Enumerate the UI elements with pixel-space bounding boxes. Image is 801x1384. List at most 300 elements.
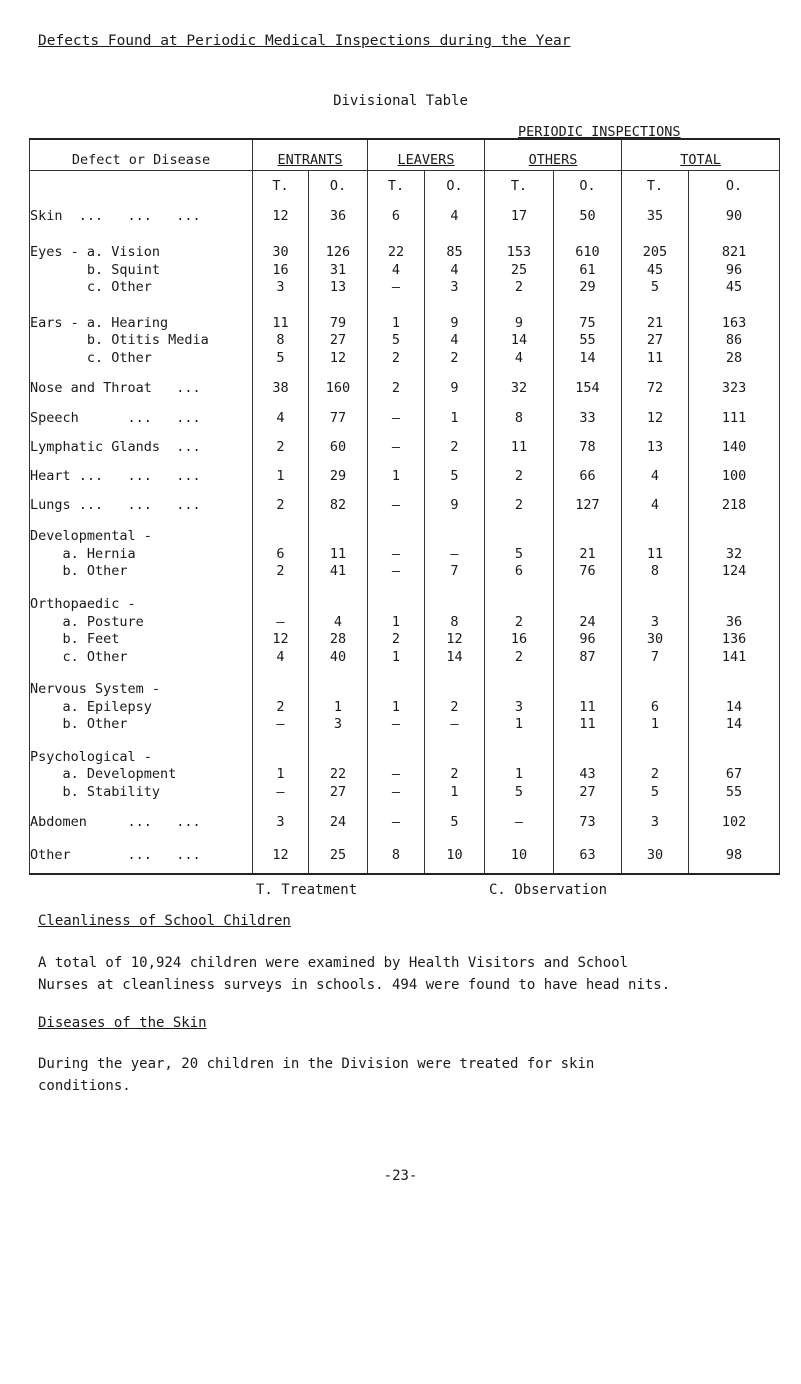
value <box>554 749 621 767</box>
value-cell <box>554 808 622 838</box>
value: 55 <box>579 332 596 349</box>
value-cell <box>689 374 780 404</box>
value: 31 <box>329 261 347 278</box>
row-label <box>30 673 253 742</box>
row-label-line: Skin ... ... ... <box>30 208 201 225</box>
value: 12 <box>272 208 289 225</box>
value: 14 <box>725 698 743 715</box>
row-label-line: Nervous System - <box>30 681 161 698</box>
table-row <box>30 589 780 673</box>
value: 9 <box>450 380 459 397</box>
value <box>689 749 779 767</box>
value-cell <box>253 838 309 874</box>
value <box>425 528 484 546</box>
value: 6 <box>276 545 285 562</box>
value: 2 <box>514 613 524 630</box>
value-cell <box>309 491 368 520</box>
value-cell <box>689 742 780 808</box>
value: 25 <box>329 847 347 864</box>
value-cell <box>622 673 689 742</box>
value: 1 <box>514 766 524 783</box>
value-cell <box>425 201 485 233</box>
value: 8 <box>650 563 660 580</box>
value: 36 <box>725 613 743 630</box>
value-cell <box>485 374 554 404</box>
value: 3 <box>276 814 285 831</box>
value <box>253 528 308 546</box>
value: 6 <box>650 698 660 715</box>
value: 50 <box>579 208 596 225</box>
value: 8 <box>391 847 401 864</box>
value <box>689 596 779 614</box>
value-cell <box>689 233 780 308</box>
value: 9 <box>514 314 524 331</box>
value-cell <box>368 374 425 404</box>
row-label <box>30 838 253 874</box>
value-cell <box>554 838 622 874</box>
value-cell <box>554 742 622 808</box>
row-label-line: b. Other <box>30 563 128 580</box>
value: 2 <box>450 698 459 715</box>
row-label-line: Eyes - a. Vision <box>30 244 161 261</box>
value-cell <box>368 673 425 742</box>
value: 5 <box>391 332 401 349</box>
value: 13 <box>329 279 347 296</box>
value-cell <box>485 404 554 433</box>
value: 41 <box>329 563 347 580</box>
value: 5 <box>276 349 285 366</box>
value: 12 <box>446 631 463 647</box>
value: 3 <box>650 814 660 831</box>
value: 323 <box>721 380 747 397</box>
value: 30 <box>272 244 289 261</box>
row-label-line: a. Development <box>30 766 177 783</box>
value-cell <box>425 838 485 874</box>
value: 1 <box>650 716 660 733</box>
row-label-line: Lymphatic Glands ... <box>30 438 201 455</box>
row-label <box>30 491 253 520</box>
value-cell <box>689 308 780 374</box>
table-subtitle: Divisional Table <box>333 93 468 109</box>
value: 11 <box>646 349 664 366</box>
value: 5 <box>450 467 459 484</box>
value: 24 <box>579 613 596 630</box>
value-cell <box>368 520 425 589</box>
value-cell <box>309 462 368 491</box>
value <box>309 681 367 699</box>
value: – <box>391 563 401 580</box>
value: 141 <box>721 648 747 665</box>
value <box>309 528 367 546</box>
value-cell <box>485 433 554 462</box>
value: 8 <box>514 409 524 426</box>
value: 11 <box>272 314 289 331</box>
value: 2 <box>650 766 660 783</box>
skin-line-1: During the year, 20 children in the Division were treated for skin <box>38 1056 595 1072</box>
value: 8 <box>450 613 459 630</box>
value: 16 <box>272 261 289 278</box>
value-cell <box>309 838 368 874</box>
subheader-cell: O. <box>425 171 485 202</box>
value-cell <box>253 742 309 808</box>
row-label-line: b. Squint <box>30 261 161 278</box>
value: 124 <box>721 563 747 580</box>
value-cell <box>554 433 622 462</box>
value-cell <box>368 201 425 233</box>
value: 2 <box>276 496 285 513</box>
value <box>622 596 688 614</box>
row-label <box>30 462 253 491</box>
value: 2 <box>391 380 401 397</box>
value: 1 <box>333 698 343 715</box>
value: – <box>391 814 401 831</box>
value: 30 <box>646 631 664 647</box>
value <box>425 749 484 767</box>
value-cell <box>425 742 485 808</box>
row-label-line: Psychological - <box>30 748 152 765</box>
value: 96 <box>579 631 596 647</box>
value: 5 <box>450 814 459 831</box>
value: 6 <box>514 563 524 580</box>
value: 1 <box>276 766 285 783</box>
value-cell <box>689 201 780 233</box>
value-cell <box>485 673 554 742</box>
value <box>425 596 484 614</box>
value: 4 <box>450 208 459 225</box>
value: 4 <box>276 409 285 426</box>
row-label-line: c. Other <box>30 349 152 366</box>
value: 67 <box>725 766 743 783</box>
value: 126 <box>325 244 351 261</box>
value: 2 <box>450 349 459 366</box>
value: – <box>276 613 285 630</box>
value: 4 <box>391 261 401 278</box>
value: 38 <box>272 380 289 397</box>
value-cell <box>368 433 425 462</box>
value: 27 <box>646 332 664 349</box>
table-row <box>30 808 780 838</box>
value: 154 <box>575 380 600 397</box>
value-cell <box>554 233 622 308</box>
row-label <box>30 404 253 433</box>
value: 127 <box>575 496 600 513</box>
value: 5 <box>514 783 524 800</box>
value: 4 <box>333 613 343 630</box>
value: – <box>450 545 459 562</box>
value <box>622 749 688 767</box>
value: 55 <box>725 783 743 800</box>
value: 2 <box>276 563 285 580</box>
value: 25 <box>510 261 528 278</box>
value: 72 <box>646 380 664 397</box>
value: 27 <box>329 783 347 800</box>
value-cell <box>622 589 689 673</box>
value: 33 <box>579 409 596 426</box>
value: 2 <box>450 766 459 783</box>
table-row <box>30 838 780 874</box>
value: 16 <box>510 631 528 647</box>
row-label-line: Lungs ... ... ... <box>30 496 201 513</box>
value <box>689 528 779 546</box>
value: 60 <box>329 438 347 455</box>
header-total: TOTAL <box>622 139 780 171</box>
value-cell <box>622 201 689 233</box>
value: 45 <box>725 279 743 296</box>
value-cell <box>689 808 780 838</box>
value: 12 <box>329 349 347 366</box>
value: 9 <box>450 496 459 513</box>
value-cell <box>253 808 309 838</box>
row-label <box>30 808 253 838</box>
value-cell <box>309 233 368 308</box>
value-cell <box>368 233 425 308</box>
value-cell <box>425 491 485 520</box>
value: 5 <box>514 545 524 562</box>
value <box>253 681 308 699</box>
value: 75 <box>579 314 596 331</box>
value: 14 <box>579 349 596 366</box>
table-row <box>30 374 780 404</box>
value: 153 <box>506 244 532 261</box>
value: 76 <box>579 563 596 580</box>
value-cell <box>622 742 689 808</box>
row-label-line: Speech ... ... <box>30 409 201 426</box>
value-cell <box>622 233 689 308</box>
defects-table <box>29 138 780 875</box>
value-cell <box>622 374 689 404</box>
value-cell <box>253 520 309 589</box>
value: 10 <box>510 847 528 864</box>
cleanliness-line-2: Nurses at cleanliness surveys in schools. 494 were found to have head nits. <box>38 977 671 993</box>
value: 14 <box>446 648 463 665</box>
legend-observation: C. Observation <box>489 882 608 898</box>
table-row <box>30 491 780 520</box>
value: 73 <box>579 814 596 831</box>
value-cell <box>689 838 780 874</box>
value-cell <box>368 308 425 374</box>
value-cell <box>485 233 554 308</box>
value: 136 <box>721 631 747 647</box>
value-cell <box>309 673 368 742</box>
value: 17 <box>510 208 528 225</box>
value-cell <box>485 308 554 374</box>
header-leavers: LEAVERS <box>368 139 485 171</box>
value: 61 <box>579 261 596 278</box>
value: 11 <box>646 545 664 562</box>
value: 11 <box>329 545 347 562</box>
value: 2 <box>276 698 285 715</box>
value: 79 <box>329 314 347 331</box>
value: 7 <box>450 563 459 580</box>
value: – <box>391 716 401 733</box>
value: 1 <box>450 783 459 800</box>
value: 1 <box>391 467 401 484</box>
value: – <box>514 814 524 831</box>
subheader-cell: O. <box>309 171 368 202</box>
value: 160 <box>325 380 351 397</box>
table-row <box>30 462 780 491</box>
value: 2 <box>514 467 524 484</box>
value: 21 <box>579 545 596 562</box>
value-cell <box>485 808 554 838</box>
value-cell <box>689 673 780 742</box>
row-label <box>30 589 253 673</box>
value: 45 <box>646 261 664 278</box>
value-cell <box>485 838 554 874</box>
value: 82 <box>329 496 347 513</box>
value: 78 <box>579 438 596 455</box>
page-number: -23- <box>383 1168 418 1184</box>
value-cell <box>554 520 622 589</box>
value-cell <box>485 520 554 589</box>
value: 22 <box>329 766 347 783</box>
value-cell <box>253 589 309 673</box>
value: 1 <box>391 314 401 331</box>
value: 13 <box>646 438 664 455</box>
value: 12 <box>272 631 289 647</box>
value: 11 <box>579 698 596 715</box>
value: 96 <box>725 261 743 278</box>
value <box>368 681 424 699</box>
value-cell <box>368 838 425 874</box>
skin-heading: Diseases of the Skin <box>38 1015 207 1031</box>
value: 3 <box>333 716 343 733</box>
value: 1 <box>391 698 401 715</box>
value-cell <box>622 520 689 589</box>
value-cell <box>689 404 780 433</box>
value-cell <box>425 433 485 462</box>
value <box>368 596 424 614</box>
value-cell <box>309 404 368 433</box>
value-cell <box>368 404 425 433</box>
value <box>368 749 424 767</box>
row-label <box>30 201 253 233</box>
value-cell <box>554 404 622 433</box>
value-cell <box>253 433 309 462</box>
table-row <box>30 308 780 374</box>
value-cell <box>689 520 780 589</box>
row-label <box>30 374 253 404</box>
value-cell <box>485 491 554 520</box>
value: 821 <box>721 244 747 261</box>
value: 87 <box>579 648 596 665</box>
value: 4 <box>276 648 285 665</box>
value: 2 <box>514 648 524 665</box>
row-label-line: b. Otitis Media <box>30 332 209 349</box>
row-label-line: b. Feet <box>30 631 120 647</box>
subheader-cell: O. <box>689 171 780 202</box>
value-cell <box>253 673 309 742</box>
value: 3 <box>514 698 524 715</box>
value-cell <box>622 308 689 374</box>
value <box>425 681 484 699</box>
value-cell <box>622 404 689 433</box>
value-cell <box>253 201 309 233</box>
subheader-cell: T. <box>485 171 554 202</box>
value: 4 <box>650 467 660 484</box>
table-row <box>30 201 780 233</box>
value: 28 <box>329 631 347 647</box>
value <box>554 681 621 699</box>
row-label <box>30 308 253 374</box>
value: 5 <box>650 279 660 296</box>
value: 9 <box>450 314 459 331</box>
value-cell <box>368 491 425 520</box>
value: 2 <box>450 438 459 455</box>
value: 11 <box>510 438 528 455</box>
value <box>485 596 553 614</box>
row-label <box>30 742 253 808</box>
value-cell <box>309 374 368 404</box>
section-label: PERIODIC INSPECTIONS <box>518 124 681 140</box>
value: 2 <box>514 496 524 513</box>
value: – <box>276 716 285 733</box>
value: 98 <box>725 847 743 864</box>
value <box>554 528 621 546</box>
table-row <box>30 404 780 433</box>
value-cell <box>485 589 554 673</box>
value: 27 <box>579 783 596 800</box>
value-cell <box>554 462 622 491</box>
value-cell <box>368 589 425 673</box>
row-label <box>30 433 253 462</box>
value-cell <box>689 462 780 491</box>
subheader-cell: T. <box>368 171 425 202</box>
cleanliness-heading: Cleanliness of School Children <box>38 913 291 929</box>
value-cell <box>253 374 309 404</box>
row-label-line: Abdomen ... ... <box>30 814 201 831</box>
value: 5 <box>650 783 660 800</box>
value: 77 <box>329 409 347 426</box>
value <box>485 749 553 767</box>
value-cell <box>425 374 485 404</box>
value: 8 <box>276 332 285 349</box>
table-row <box>30 233 780 308</box>
header-entrants: ENTRANTS <box>253 139 368 171</box>
value-cell <box>253 404 309 433</box>
value: 1 <box>391 613 401 630</box>
value: 85 <box>446 244 463 261</box>
value: 4 <box>450 332 459 349</box>
skin-paragraph <box>38 1053 778 1097</box>
value-cell <box>253 462 309 491</box>
value: 140 <box>721 438 747 455</box>
value-cell <box>485 742 554 808</box>
row-label <box>30 233 253 308</box>
value-cell <box>622 433 689 462</box>
value: 29 <box>329 467 347 484</box>
value-cell <box>425 673 485 742</box>
value: 4 <box>650 496 660 513</box>
table-row <box>30 742 780 808</box>
value-cell <box>554 308 622 374</box>
row-label-line: a. Epilepsy <box>30 698 152 715</box>
header-defect: Defect or Disease <box>30 139 253 171</box>
value: – <box>391 545 401 562</box>
row-label-line: c. Other <box>30 648 128 665</box>
value: 22 <box>387 244 405 261</box>
value: – <box>391 496 401 513</box>
value: 1 <box>276 467 285 484</box>
value-cell <box>309 808 368 838</box>
value: 3 <box>450 279 459 296</box>
value: – <box>391 409 401 426</box>
value: 21 <box>646 314 664 331</box>
value-cell <box>253 491 309 520</box>
value <box>368 528 424 546</box>
value: – <box>391 766 401 783</box>
value: 205 <box>642 244 668 261</box>
